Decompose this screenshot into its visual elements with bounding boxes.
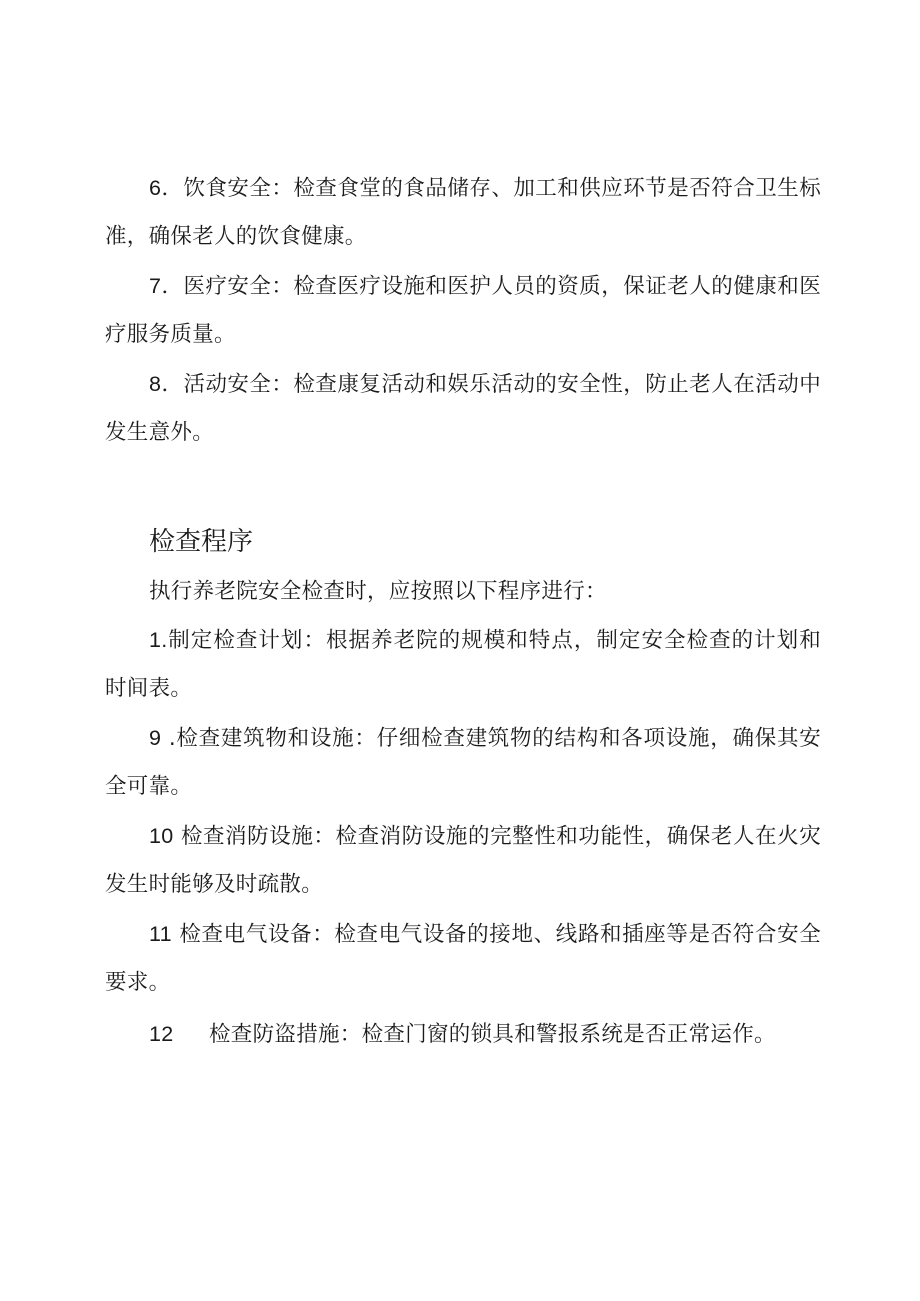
item-text: 医疗安全：检查医疗设施和医护人员的资质，保证老人的健康和医疗服务质量。 xyxy=(105,274,821,347)
list-item xyxy=(105,360,821,457)
item-text: 检查防盗措施：检查门窗的锁具和警报系统是否正常运作。 xyxy=(209,1022,776,1047)
item-number: 6 xyxy=(149,176,162,200)
item-separator: ． xyxy=(161,176,184,201)
list-item xyxy=(105,616,821,713)
item-separator: ． xyxy=(161,372,184,397)
list-item xyxy=(105,164,821,261)
list-item xyxy=(105,910,821,1007)
list-item xyxy=(105,262,821,359)
item-text: 饮食安全：检查食堂的食品储存、加工和供应环节是否符合卫生标准，确保老人的饮食健康。 xyxy=(105,176,821,249)
list-item xyxy=(105,812,821,909)
list-item xyxy=(105,1010,821,1059)
item-text: 检查电气设备：检查电气设备的接地、线路和插座等是否符合安全要求。 xyxy=(105,922,822,995)
intro-text: 执行养老院安全检查时，应按照以下程序进行： xyxy=(149,579,607,604)
item-number: 10 xyxy=(149,824,174,848)
item-number: 12 xyxy=(149,1022,174,1046)
item-separator: . xyxy=(161,726,176,751)
item-number: 7 xyxy=(149,274,162,298)
item-text: 检查消防设施：检查消防设施的完整性和功能性，确保老人在火灾发生时能够及时疏散。 xyxy=(105,824,822,897)
section-heading: 检查程序 xyxy=(149,527,254,557)
item-separator: ． xyxy=(161,274,184,299)
item-number: 11 xyxy=(149,922,172,946)
item-text: 活动安全：检查康复活动和娱乐活动的安全性，防止老人在活动中发生意外。 xyxy=(105,372,821,445)
item-number: 8 xyxy=(149,372,162,396)
item-separator xyxy=(174,824,181,849)
item-number: 9 xyxy=(149,726,162,750)
item-text: 制定检查计划：根据养老院的规模和特点，制定安全检查的计划和时间表。 xyxy=(105,628,821,701)
item-number: 1. xyxy=(149,628,168,652)
item-text: 检查建筑物和设施：仔细检查建筑物的结构和各项设施，确保其安全可靠。 xyxy=(105,726,821,799)
list-item xyxy=(105,714,821,811)
